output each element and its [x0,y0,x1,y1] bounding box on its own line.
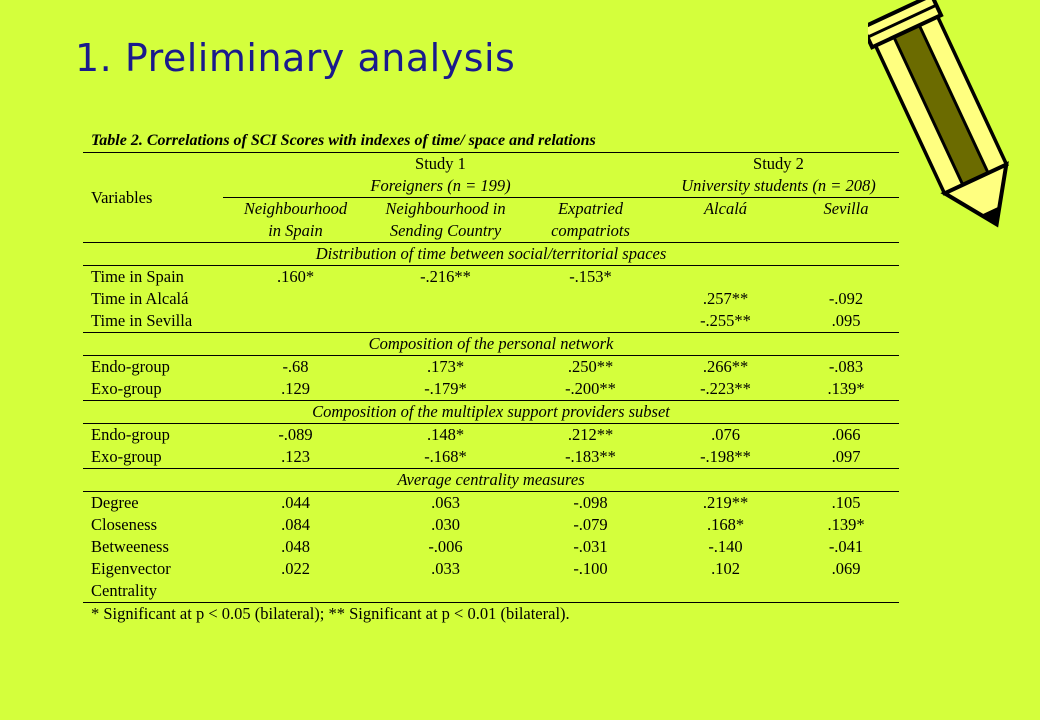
value-cell: -.100 [573,559,608,578]
row-label: Exo-group [91,447,162,466]
column-header-line2: Sending Country [368,220,523,243]
value-cell: .173* [426,357,465,376]
value-cell: .250** [567,357,614,376]
value-cell: -.198** [700,447,751,466]
column-header-line2: in Spain [223,220,368,243]
section-header-row [83,243,899,266]
value-cell [658,580,793,603]
value-cell: .069 [831,559,861,578]
value-cell [368,310,523,333]
row-label: Exo-group [91,379,162,398]
value-cell: -.255** [700,311,751,330]
value-cell: .076 [711,425,740,444]
value-cell: -.179* [424,379,467,398]
study2-title: Study 2 [753,154,804,173]
correlations-table [83,130,899,625]
column-header-line1: Sevilla [823,199,869,218]
value-cell: .105 [831,493,861,512]
value-cell: -.079 [573,515,608,534]
row-label: Degree [91,493,139,512]
value-cell: .097 [831,447,861,466]
slide-title: 1. Preliminary analysis [75,36,516,80]
row-label: Endo-group [91,357,170,376]
study1-title: Study 1 [415,154,466,173]
value-cell: -.183** [565,447,616,466]
value-cell: -.098 [573,493,608,512]
table-row [83,356,899,379]
value-cell: .048 [281,537,310,556]
value-cell [223,580,368,603]
table-row [83,580,899,603]
row-label: Betweeness [91,537,169,556]
variables-header: Variables [83,153,223,243]
column-header-line1: Alcalá [703,199,748,218]
column-header-line2 [793,220,899,243]
value-cell: -.216** [420,267,471,286]
value-cell: .160* [276,267,315,286]
value-cell: -.041 [828,537,864,556]
value-cell [658,266,793,289]
value-cell: -.223** [700,379,751,398]
value-cell [793,580,899,603]
value-cell: -.140 [708,537,743,556]
row-label: Centrality [91,581,157,600]
value-cell: .044 [281,493,310,512]
section-title: Distribution of time between social/territorial spaces [83,243,899,266]
value-cell: -.168* [424,447,467,466]
table-row [83,378,899,401]
value-cell: .123 [281,447,310,466]
value-cell: -.68 [282,357,309,376]
value-cell: .266** [702,357,749,376]
value-cell: .139* [827,515,865,534]
value-cell [523,580,658,603]
section-header-row [83,401,899,424]
table-row [83,536,899,558]
value-cell: .084 [281,515,310,534]
value-cell: .030 [431,515,460,534]
value-cell: .212** [567,425,614,444]
table-row [83,424,899,447]
row-label: Time in Sevilla [91,311,193,330]
value-cell: .219** [702,493,749,512]
section-header-row [83,469,899,492]
value-cell: -.006 [428,537,463,556]
section-title: Average centrality measures [83,469,899,492]
value-cell: .066 [831,425,861,444]
value-cell [223,288,368,310]
value-cell [368,288,523,310]
study2-subtitle: University students (n = 208) [658,175,899,198]
value-cell: -.031 [573,537,608,556]
table-row [83,492,899,515]
value-cell: -.083 [828,357,864,376]
value-cell: .033 [431,559,460,578]
row-label: Eigenvector [91,559,171,578]
row-label: Time in Spain [91,267,184,286]
study1-subtitle: Foreigners (n = 199) [223,175,658,198]
section-header-row [83,333,899,356]
value-cell: .168* [706,515,745,534]
table-row [83,514,899,536]
value-cell [523,310,658,333]
value-cell: .063 [431,493,460,512]
table-row [83,446,899,469]
value-cell: .257** [702,289,749,308]
value-cell: .102 [711,559,740,578]
table-footnote: * Significant at p < 0.05 (bilateral); ** Significant at p < 0.01 (bilateral). [83,603,899,626]
table-row [83,558,899,580]
value-cell [523,288,658,310]
column-header-line1: Expatried [557,199,624,218]
table-row [83,288,899,310]
value-cell: -.200** [565,379,616,398]
value-cell: .022 [281,559,310,578]
section-title: Composition of the multiplex support providers subset [83,401,899,424]
value-cell: -.089 [278,425,313,444]
table-row [83,266,899,289]
column-header-line1: Neighbourhood [243,199,348,218]
table-row [83,310,899,333]
value-cell [368,580,523,603]
value-cell: .148* [426,425,465,444]
column-header-line2 [658,220,793,243]
value-cell [223,310,368,333]
column-header-line1: Neighbourhood in [385,199,506,218]
section-title: Composition of the personal network [83,333,899,356]
value-cell: .139* [827,379,865,398]
row-label: Time in Alcalá [91,289,189,308]
value-cell: .095 [831,311,861,330]
row-label: Closeness [91,515,157,534]
table-caption: Table 2. Correlations of SCI Scores with indexes of time/ space and relations [83,130,899,153]
value-cell: -.092 [828,289,864,308]
value-cell: .129 [281,379,310,398]
row-label: Endo-group [91,425,170,444]
value-cell [793,266,899,289]
column-header-line2: compatriots [523,220,658,243]
value-cell: -.153* [569,267,612,286]
